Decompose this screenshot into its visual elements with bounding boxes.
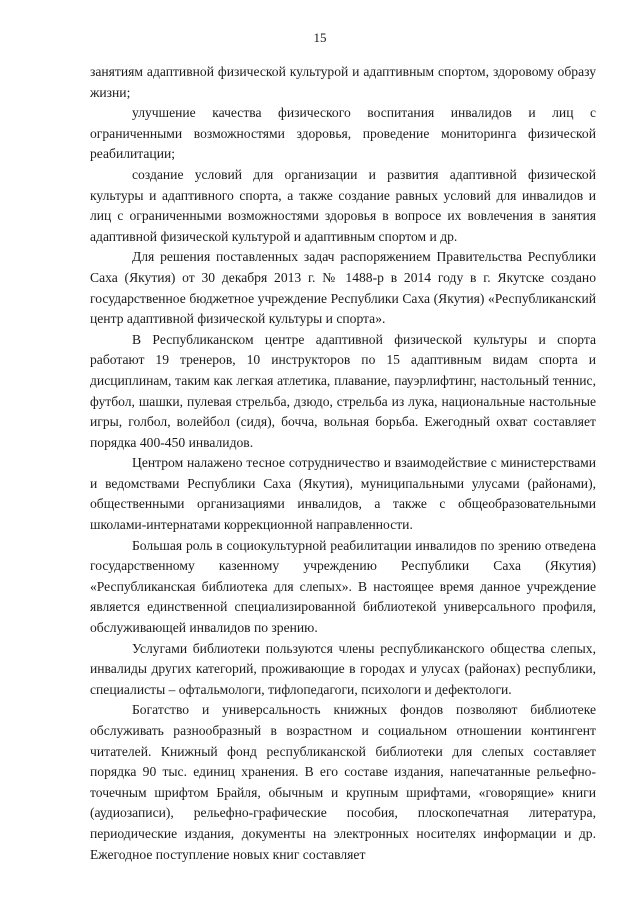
document-body [90, 62, 596, 865]
paragraph: Услугами библиотеки пользуются члены республиканского общества слепых, инвалиды других категорий, проживающие в городах и улусах (районах) республики, специалисты – офтальмологи, тифлопедагоги, психологи и дефектологи. [90, 640, 596, 697]
paragraph: Центром налажено тесное сотрудничество и взаимодействие с министерствами и ведомствами Республики Саха (Якутия), муниципальными улусами (районами), общественными организациями инвалидов, а также с общеобразовательными школами-интернатами коррекционной направленности. [90, 455, 596, 533]
paragraph-continuation: занятиям адаптивной физической культурой и адаптивным спортом, здоровому образу жизни; [90, 64, 596, 100]
paragraph-list-item: создание условий для организации и развития адаптивной физической культуры и адаптивного спорта, а также создание равных условий для инвалидов и лиц с ограниченными возможностями здоровья в вопросе их вовлечения в занятия адаптивной физической культурой и адаптивным спортом и др. [90, 166, 596, 244]
paragraph: Большая роль в социокультурной реабилитации инвалидов по зрению отведена государственному казенному учреждению Республики Саха (Якутия) «Республиканская библиотека для слепых». В настоящее время данное учреждение является единственной специализированной библиотекой универсального профиля, обслуживающей инвалидов по зрению. [90, 537, 596, 636]
page-number: 15 [313, 30, 327, 45]
paragraph: Богатство и универсальность книжных фондов позволяют библиотеке обслуживать разнообразный в возрастном и социальном отношении контингент читателей. Книжный фонд республиканской библиотеки для слепых составляет порядка 90 тыс. единиц хранения. В его составе издания, напечатанные рельефно-точечным шрифтом Брайля, обычным и крупным шрифтами, «говорящие» книги (аудиозаписи), рельефно-графические пособия, плоскопечатная литература, периодические издания, документы на электронных носителях информации и др. Ежегодное поступление новых книг составляет [90, 702, 596, 862]
paragraph-list-item: улучшение качества физического воспитания инвалидов и лиц с ограниченными возможностями здоровья, проведение мониторинга физической реабилитации; [90, 105, 596, 162]
paragraph: В Республиканском центре адаптивной физической культуры и спорта работают 19 тренеров, 10 инструкторов по 15 адаптивным видам спорта и дисциплинам, таким как легкая атлетика, плавание, пауэрлифтинг, настольный теннис, футбол, шашки, пулевая стрельба, дзюдо, стрельба из лука, национальные настольные игры, голбол, волейбол (сидя), бочча, вольная борьба. Ежегодный охват составляет порядка 400-450 инвалидов. [90, 331, 596, 450]
paragraph: Для решения поставленных задач распоряжением Правительства Республики Саха (Якутия) от 30 декабря 2013 г. № 1488-р в 2014 году в г. Якутске создано государственное бюджетное учреждение Республики Саха (Якутия) «Республиканский центр адаптивной физической культуры и спорта». [90, 249, 596, 327]
